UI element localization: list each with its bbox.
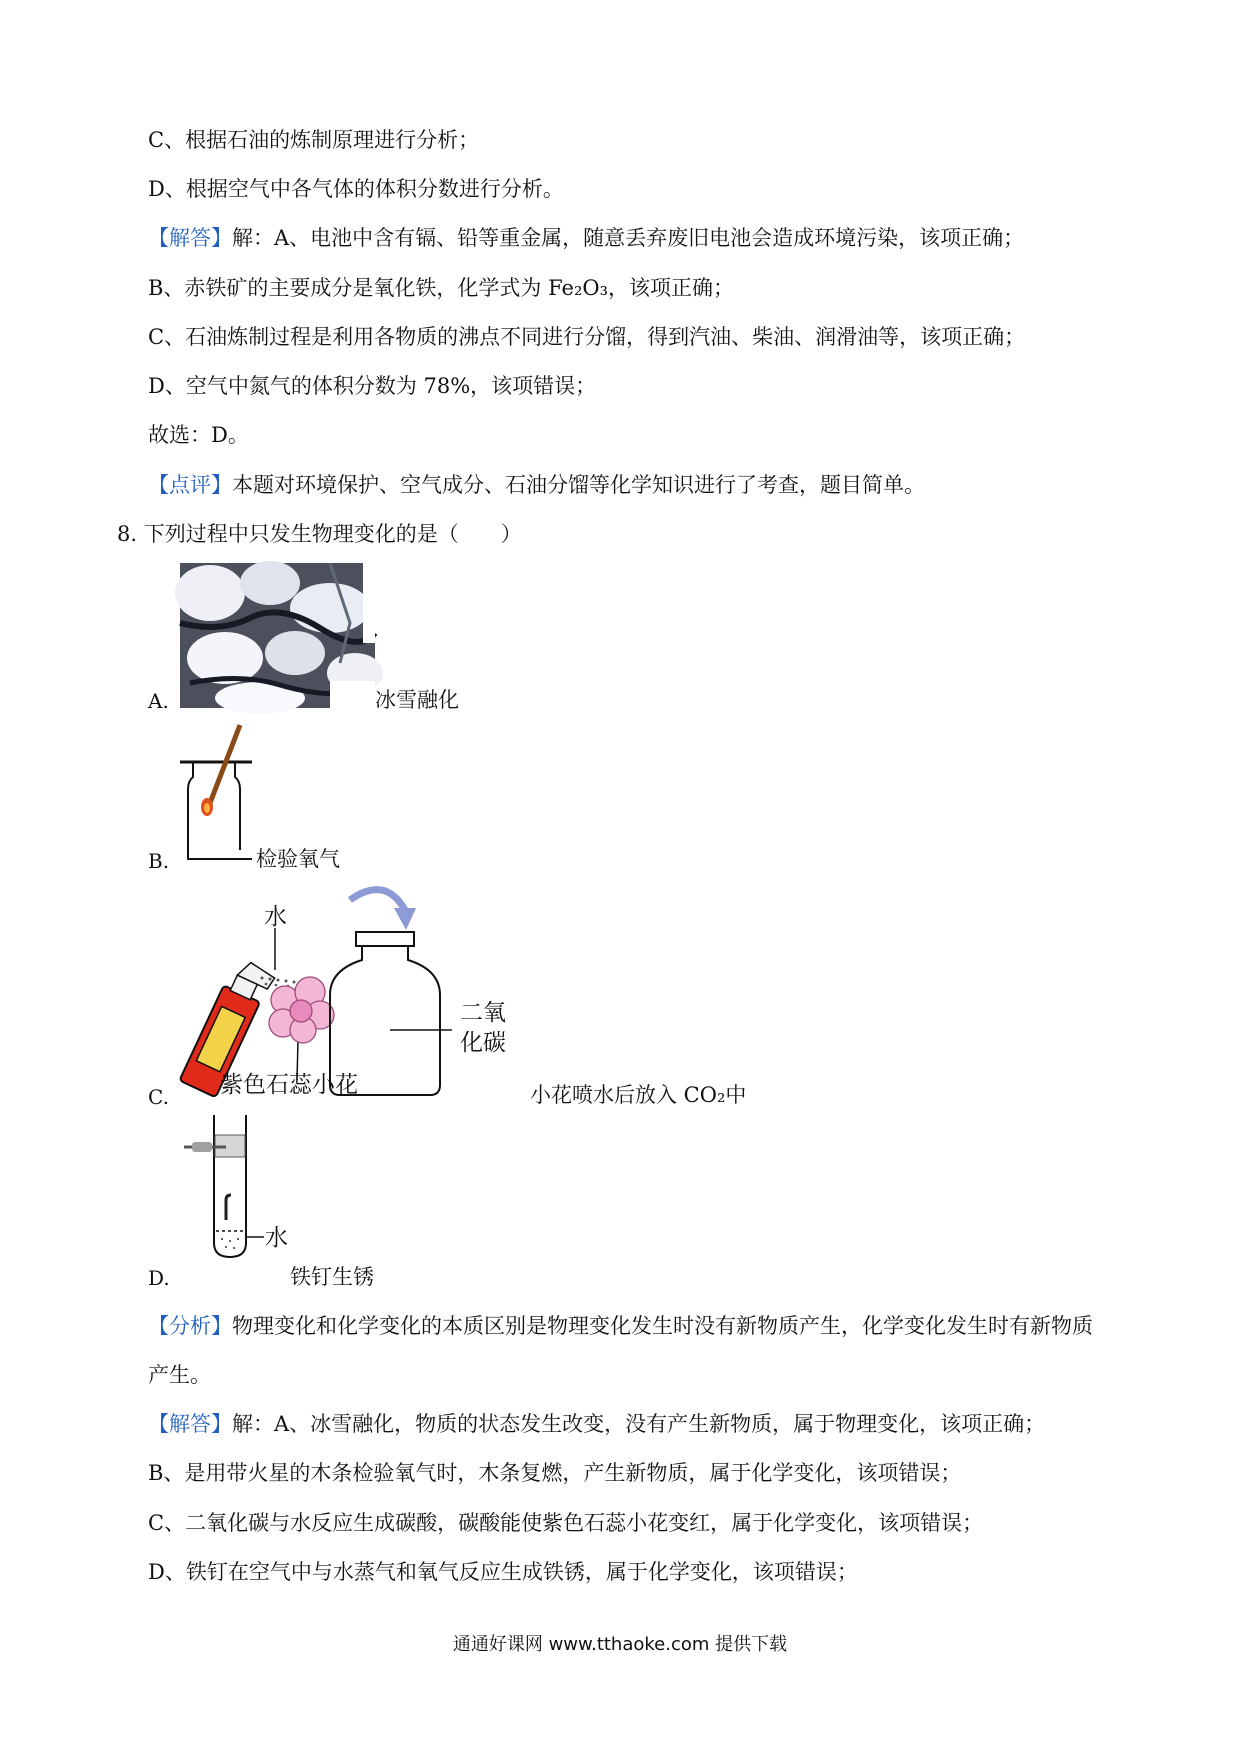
text-line: C、根据石油的炼制原理进行分析； bbox=[148, 128, 480, 152]
option-c-caption: 小花喷水后放入 CO₂中 bbox=[530, 1083, 747, 1107]
text-line: D、根据空气中各气体的体积分数进行分析。 bbox=[148, 177, 564, 201]
answer-tag: 【解答】 bbox=[148, 1412, 232, 1436]
flower-label: 紫色石蕊小花 bbox=[220, 1072, 358, 1098]
option-d-letter: D. bbox=[148, 1266, 170, 1290]
question-stem bbox=[117, 520, 522, 548]
flower-icon bbox=[269, 977, 334, 1080]
comment-line bbox=[148, 471, 925, 499]
option-b-letter: B. bbox=[148, 849, 170, 873]
answer-line bbox=[148, 224, 1024, 252]
rusting-nail-figure bbox=[178, 1115, 298, 1265]
text-line: D、铁钉在空气中与水蒸气和氧气反应生成铁锈，属于化学变化，该项错误； bbox=[148, 1560, 858, 1584]
question-text: 下列过程中只发生物理变化的是（ ） bbox=[143, 522, 522, 546]
comment-text: 本题对环境保护、空气成分、石油分馏等化学知识进行了考查，题目简单。 bbox=[232, 473, 925, 497]
water-label: 水 bbox=[265, 1225, 288, 1251]
question-number: 8. bbox=[117, 522, 138, 546]
option-b-caption: 检验氧气 bbox=[256, 847, 340, 871]
text-line: B、是用带火星的木条检验氧气时，木条复燃，产生新物质，属于化学变化，该项错误； bbox=[148, 1461, 962, 1485]
text-line: C、石油炼制过程是利用各物质的沸点不同进行分馏，得到汽油、柴油、润滑油等，该项正确； bbox=[148, 325, 1026, 349]
answer-text: 解：A、电池中含有镉、铅等重金属，随意丢弃废旧电池会造成环境污染，该项正确； bbox=[232, 226, 1025, 250]
gas-bottle-icon bbox=[330, 932, 452, 1095]
analysis-line bbox=[148, 1312, 1093, 1340]
page-footer: 通通好课网 www.tthaoke.com 提供下载 bbox=[452, 1634, 788, 1655]
oxygen-test-figure bbox=[180, 725, 260, 865]
water-label: 水 bbox=[264, 904, 287, 930]
comment-tag: 【点评】 bbox=[148, 473, 232, 497]
answer-text: 解：A、冰雪融化，物质的状态发生改变，没有产生新物质，属于物理变化，该项正确； bbox=[232, 1412, 1046, 1436]
text-line: 产生。 bbox=[148, 1363, 211, 1387]
gas-label-line2: 化碳 bbox=[460, 1030, 506, 1056]
text-line: 故选：D。 bbox=[148, 423, 249, 447]
option-c-letter: C. bbox=[148, 1085, 169, 1109]
answer-line bbox=[148, 1410, 1045, 1438]
analysis-tag: 【分析】 bbox=[148, 1314, 232, 1338]
text-line: B、赤铁矿的主要成分是氧化铁，化学式为 Fe₂O₃，该项正确； bbox=[148, 276, 735, 300]
snow-melting-image bbox=[180, 563, 375, 708]
gas-label-line1: 二氧 bbox=[460, 1000, 506, 1026]
option-a-letter: A. bbox=[148, 689, 169, 713]
analysis-text: 物理变化和化学变化的本质区别是物理变化发生时没有新物质产生，化学变化发生时有新物质 bbox=[232, 1314, 1093, 1338]
option-a-caption: 冰雪融化 bbox=[375, 688, 459, 712]
option-d-caption: 铁钉生锈 bbox=[290, 1265, 374, 1289]
text-line: D、空气中氮气的体积分数为 78%，该项错误； bbox=[148, 374, 597, 398]
flower-co2-figure bbox=[180, 880, 540, 1105]
answer-tag: 【解答】 bbox=[148, 226, 232, 250]
text-line: C、二氧化碳与水反应生成碳酸，碳酸能使紫色石蕊小花变红，属于化学变化，该项错误； bbox=[148, 1511, 984, 1535]
